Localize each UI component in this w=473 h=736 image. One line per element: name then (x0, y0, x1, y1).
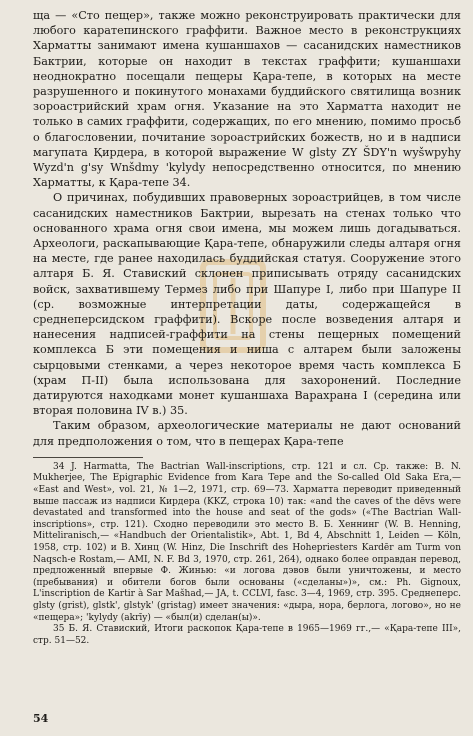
footnote: 34 J. Harmatta, The Bactrian Wall-inscriptions, стр. 121 и сл. Ср. также: B. N. Mukherjee, The Epigraphic Evidence from Kara Tepe and the So-called Old Saka Era,— «East and West», vol. 21, № 1—2, 1971, стр. 69—73. Харматта переводит приведенный выше пассаж из надписи Кирдера (KKZ, строка 10) так: «and the caves of the dēvs were devastated and transformed into the house and seat of the gods» («The Bactrian Wall-inscriptions», стр. 121). Сходно переводили это место В. Б. Хеннинг (W. B. Henning, Mitteliranisch,— «Handbuch der Orientalistik», Abt. 1, Bd 4, Abschnitt 1, Leiden — Köln, 1958, стр. 102) и В. Хинц (W. Hinz, Die Inschrift des Hohepriesters Kardēr am Turm von Naqsch-e Rostam,— AMI, N. F. Bd 3, 1970, стр. 261, 264), однако более оправдан перевод, предложенный впервые Ф. Жинью: «и логова дэвов были уничтожены, и место (пребывания) и обители богов были основаны («сделаны»)», см.: Ph. Gignoux, L'inscription de Kartir à Sar Mašhad,— JA, t. CCLVI, fasc. 3—4, 1969, стр. 395. Среднеперс. glsty (grist), glstk', glstyk' (gristag) имеет значения: «дыра, нора, берлога, логово», но не «пещера»; 'kylydy (akrīy) — «был(и) сделан(ы)». (33, 461, 461, 623)
footnote-separator (33, 457, 143, 458)
page-number: 54 (33, 712, 49, 725)
body-paragraph: ща — «Сто пещер», также можно реконструировать практически для любого каратепинского граффити. Важное место в реконструкциях Харматты занимают имена кушаншахов — сасанидских наместников Бактрии, которые он находит в текстах граффити; кушаншахи неоднократно посещали пещеры Қара-тепе, в которых на месте разрушенного и покинутого монахами буддийского святилища возник зороастрийский храм огня. Указание на это Харматта находит не только в самих граффити, содержащих, по его мнению, помимо просьб о благословении, почитание зороастрийских божеств, но и в надписи магупата Қирдера, в которой выражение W glsty ZY ŠDY'n wyšwpyhy Wyzd'n g'sy Wnšdmy 'kylydy непосредственно относится, по мнению Харматты, к Қара-тепе 34. (33, 9, 461, 190)
body-paragraph: О причинах, побудивших правоверных зороастрийцев, в том числе сасанидских наместников Бактрии, вырезать на стенах только что основанного храма огня свои имена, мы можем лишь догадываться. Археологи, раскапывающие Қара-тепе, обнаружили следы алтаря огня на месте, где ранее находилась буддийская статуя. Сооружение этого алтаря Б. Я. Ставиский склонен приписывать отряду сасанидских войск, захватившему Термез либо при Шапуре I, либо при Шапуре II (ср. возможные интерпретации даты, содержащейся в среднеперсидском граффити). Вскоре после возведения алтаря и нанесения надписей-граффити на стены пещерных помещений комплекса Б эти помещения и ниша с алтарем были заложены сырцовыми стенками, а через некоторое время часть комплекса Б (храм П-II) была использована для захоронений. Последние датируются находками монет кушаншаха Варахрана I (середина или вторая половина IV в.) 35. (33, 191, 461, 418)
main-text (33, 8, 461, 647)
body-paragraph: Таким образом, археологические материалы не дают оснований для предположения о том, что в пещерах Қара-тепе (33, 419, 461, 448)
footnote: 35 Б. Я. Ставиский, Итоги раскопок Қара-тепе в 1965—1969 гг.,— «Қара-тепе III», стр. 51—52. (33, 624, 461, 646)
